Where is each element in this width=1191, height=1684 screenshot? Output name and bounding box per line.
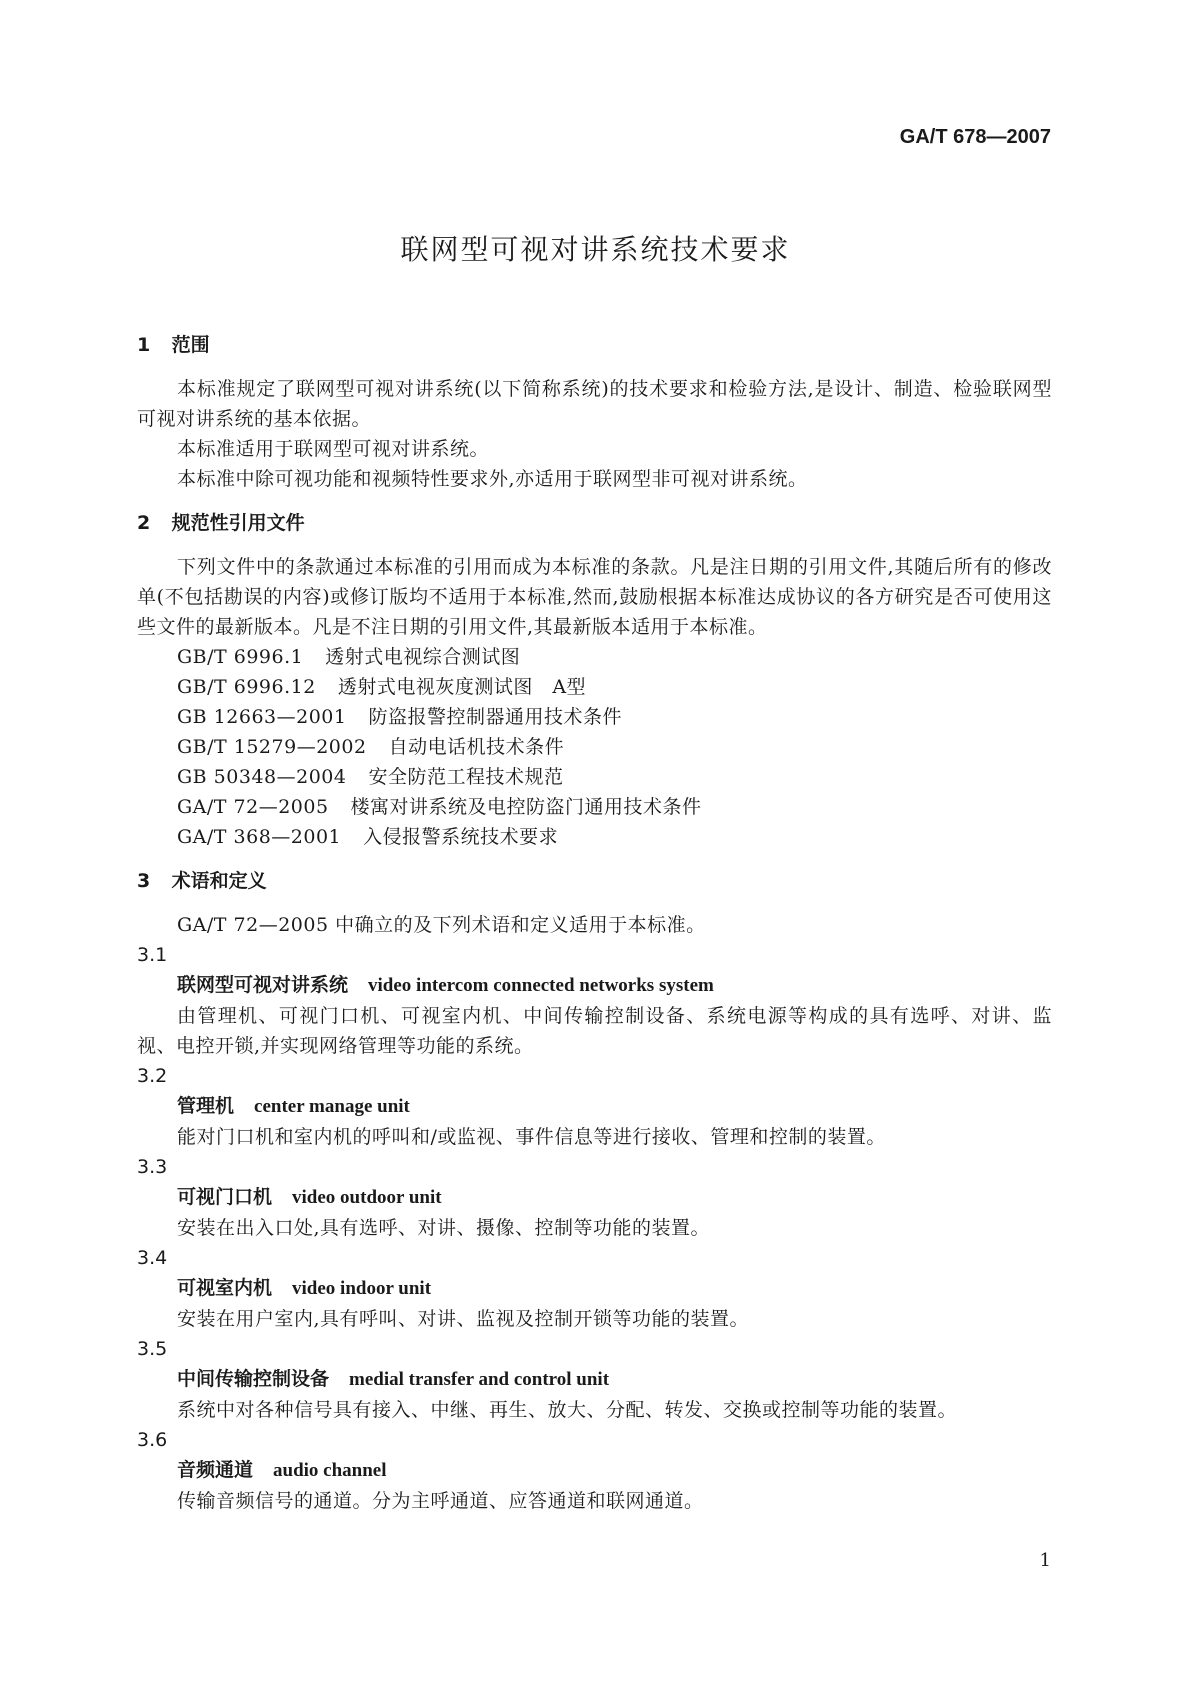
reference-item bbox=[137, 762, 1052, 792]
section-number: 3 bbox=[137, 870, 151, 892]
reference-title: 入侵报警系统技术要求 bbox=[363, 826, 559, 848]
section-terms-and-definitions bbox=[137, 866, 1052, 1516]
term-entry bbox=[137, 940, 1052, 1061]
term-name-en: video outdoor unit bbox=[292, 1187, 442, 1208]
term-definition: 安装在出入口处,具有选呼、对讲、摄像、控制等功能的装置。 bbox=[177, 1217, 711, 1239]
term-number: 3.5 bbox=[137, 1338, 168, 1360]
reference-code: GB/T 6996.1 bbox=[177, 646, 304, 668]
term-name-en: medial transfer and control unit bbox=[349, 1369, 610, 1390]
reference-title: 楼寓对讲系统及电控防盗门通用技术条件 bbox=[350, 796, 702, 818]
term-name-en: center manage unit bbox=[254, 1096, 410, 1117]
reference-title: 防盗报警控制器通用技术条件 bbox=[368, 706, 622, 728]
reference-title: 安全防范工程技术规范 bbox=[368, 766, 564, 788]
term-name bbox=[137, 1273, 1052, 1304]
term-name-en: audio channel bbox=[273, 1460, 387, 1481]
term-name-zh: 可视门口机 bbox=[177, 1186, 273, 1208]
reference-code: GA/T 72—2005 bbox=[177, 796, 329, 818]
term-name bbox=[137, 970, 1052, 1001]
term-entry bbox=[137, 1061, 1052, 1152]
paragraph: GA/T 72—2005 中确立的及下列术语和定义适用于本标准。 bbox=[177, 914, 706, 936]
term-number: 3.6 bbox=[137, 1429, 168, 1451]
document-title: 联网型可视对讲系统技术要求 bbox=[400, 233, 791, 266]
term-name-zh: 中间传输控制设备 bbox=[177, 1368, 330, 1390]
reference-item bbox=[137, 702, 1052, 732]
term-definition: 安装在用户室内,具有呼叫、对讲、监视及控制开锁等功能的装置。 bbox=[177, 1308, 750, 1330]
term-number: 3.2 bbox=[137, 1065, 168, 1087]
term-definition: 传输音频信号的通道。分为主呼通道、应答通道和联网通道。 bbox=[177, 1490, 704, 1512]
reference-title: 透射式电视综合测试图 bbox=[325, 646, 521, 668]
term-name-en: video indoor unit bbox=[292, 1278, 432, 1299]
term-entry bbox=[137, 1152, 1052, 1243]
reference-code: GB/T 6996.12 bbox=[177, 676, 316, 698]
term-name-zh: 音频通道 bbox=[177, 1459, 254, 1481]
term-name-zh: 可视室内机 bbox=[177, 1277, 273, 1299]
term-definition: 由管理机、可视门口机、可视室内机、中间传输控制设备、系统电源等构成的具有选呼、对讲、监视、电控开锁,并实现网络管理等功能的系统。 bbox=[137, 1005, 1052, 1057]
term-entry bbox=[137, 1425, 1052, 1516]
paragraph: 本标准规定了联网型可视对讲系统(以下简称系统)的技术要求和检验方法,是设计、制造、检验联网型可视对讲系统的基本依据。 bbox=[137, 378, 1052, 430]
term-entry bbox=[137, 1334, 1052, 1425]
reference-title: 自动电话机技术条件 bbox=[388, 736, 565, 758]
term-name bbox=[137, 1091, 1052, 1122]
term-number: 3.4 bbox=[137, 1247, 168, 1269]
section-title: 术语和定义 bbox=[171, 870, 267, 892]
term-entry bbox=[137, 1243, 1052, 1334]
reference-code: GB 50348—2004 bbox=[177, 766, 347, 788]
reference-title: 透射式电视灰度测试图 A型 bbox=[337, 676, 587, 698]
section-heading bbox=[137, 330, 1052, 360]
term-name-zh: 联网型可视对讲系统 bbox=[177, 974, 349, 996]
term-number: 3.3 bbox=[137, 1156, 168, 1178]
reference-item bbox=[137, 792, 1052, 822]
document-body bbox=[137, 330, 1052, 1530]
section-number: 2 bbox=[137, 512, 151, 534]
paragraph: 本标准适用于联网型可视对讲系统。 bbox=[177, 438, 490, 460]
reference-code: GB/T 15279—2002 bbox=[177, 736, 367, 758]
reference-code: GA/T 368—2001 bbox=[177, 826, 342, 848]
term-definition: 能对门口机和室内机的呼叫和/或监视、事件信息等进行接收、管理和控制的装置。 bbox=[177, 1126, 886, 1148]
term-name bbox=[137, 1455, 1052, 1486]
reference-item bbox=[137, 822, 1052, 852]
term-name bbox=[137, 1182, 1052, 1213]
page-number: 1 bbox=[1039, 1550, 1051, 1571]
section-title: 规范性引用文件 bbox=[171, 512, 305, 534]
reference-code: GB 12663—2001 bbox=[177, 706, 347, 728]
term-name bbox=[137, 1364, 1052, 1395]
standard-code: GA/T 678—2007 bbox=[899, 126, 1051, 148]
reference-item bbox=[137, 642, 1052, 672]
section-heading bbox=[137, 508, 1052, 538]
term-number: 3.1 bbox=[137, 944, 168, 966]
term-name-zh: 管理机 bbox=[177, 1095, 235, 1117]
term-name-en: video intercom connected networks system bbox=[368, 975, 714, 996]
section-number: 1 bbox=[137, 334, 151, 356]
section-scope bbox=[137, 330, 1052, 494]
reference-item bbox=[137, 672, 1052, 702]
section-title: 范围 bbox=[171, 334, 210, 356]
reference-item bbox=[137, 732, 1052, 762]
paragraph: 本标准中除可视功能和视频特性要求外,亦适用于联网型非可视对讲系统。 bbox=[177, 468, 808, 490]
term-definition: 系统中对各种信号具有接入、中继、再生、放大、分配、转发、交换或控制等功能的装置。 bbox=[177, 1399, 958, 1421]
section-normative-references bbox=[137, 508, 1052, 852]
section-heading bbox=[137, 866, 1052, 896]
paragraph: 下列文件中的条款通过本标准的引用而成为本标准的条款。凡是注日期的引用文件,其随后所有的修改单(不包括勘误的内容)或修订版均不适用于本标准,然而,鼓励根据本标准达成协议的各方研究是否可使用这些文件的最新版本。凡是不注日期的引用文件,其最新版本适用于本标准。 bbox=[137, 556, 1052, 638]
